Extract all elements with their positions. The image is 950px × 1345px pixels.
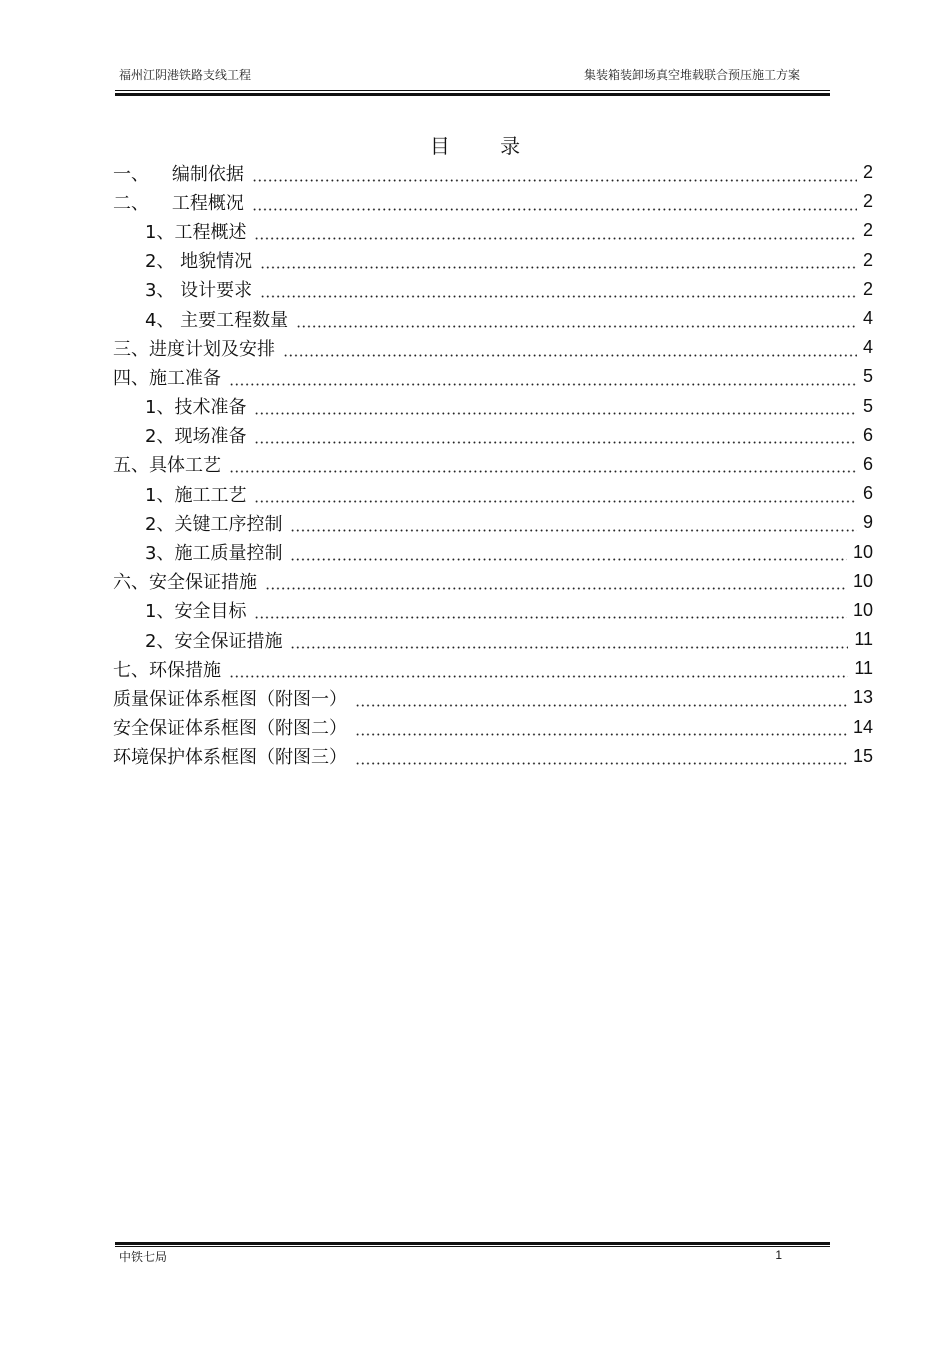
toc-entry-label: 2、关键工序控制 — [145, 513, 283, 535]
toc-entry-page: 2 — [862, 249, 873, 270]
toc-dot-leader — [265, 572, 847, 590]
toc-dot-leader — [260, 251, 857, 269]
toc-entry-label: 环境保护体系框图（附图三） — [113, 747, 347, 769]
toc-entry[interactable] — [113, 216, 873, 245]
toc-dot-leader — [283, 339, 857, 357]
footer-company: 中铁七局 — [119, 1250, 168, 1264]
toc-entry-label: 四、施工准备 — [113, 367, 221, 389]
toc-dot-leader — [229, 660, 848, 678]
toc-entry[interactable] — [113, 508, 873, 537]
toc-entry-label: 1、安全目标 — [145, 601, 247, 623]
toc-entry[interactable] — [113, 304, 873, 333]
toc-entry-label: 3、 设计要求 — [145, 280, 253, 302]
toc-entry[interactable] — [113, 246, 873, 275]
toc-entry-page: 10 — [852, 541, 873, 562]
toc-entry-label: 安全保证体系框图（附图二） — [113, 718, 347, 740]
toc-entry-page: 2 — [862, 220, 873, 241]
toc-entry-page: 13 — [852, 687, 873, 708]
toc-dot-leader — [290, 514, 857, 532]
toc-dot-leader — [355, 747, 847, 765]
toc-entry-label: 七、环保措施 — [113, 659, 221, 681]
toc-entry[interactable] — [113, 537, 873, 566]
header-document-title: 集装箱装卸场真空堆载联合预压施工方案 — [583, 68, 800, 82]
toc-dot-leader — [254, 397, 857, 415]
toc-entry-page: 10 — [852, 599, 873, 620]
toc-entry[interactable] — [113, 596, 873, 625]
page-header — [115, 66, 830, 96]
footer-rule-thin — [115, 1246, 830, 1247]
toc-entry-page: 6 — [862, 424, 873, 445]
toc-entry-label: 1、技术准备 — [145, 397, 247, 419]
toc-entry[interactable] — [113, 713, 873, 742]
toc-entry-page: 5 — [862, 395, 873, 416]
toc-entry-page: 4 — [862, 337, 873, 358]
toc-entry[interactable] — [113, 421, 873, 450]
toc-entry[interactable] — [113, 187, 873, 216]
toc-dot-leader — [229, 368, 857, 386]
header-project-name: 福州江阴港铁路支线工程 — [119, 68, 252, 82]
toc-dot-leader — [254, 222, 857, 240]
toc-entry[interactable] — [113, 275, 873, 304]
toc-entry-page: 14 — [852, 716, 873, 737]
toc-dot-leader — [355, 689, 847, 707]
page-number: 1 — [775, 1248, 782, 1262]
toc-title: 目 录 — [429, 134, 543, 158]
toc-entry-label: 3、施工质量控制 — [145, 543, 283, 565]
toc-entry[interactable] — [113, 742, 873, 771]
toc-entry-page: 4 — [862, 308, 873, 329]
toc-entry-label: 五、具体工艺 — [113, 455, 221, 477]
toc-entry[interactable] — [113, 625, 873, 654]
toc-entry-label: 4、 主要工程数量 — [145, 309, 289, 331]
toc-dot-leader — [252, 193, 857, 211]
toc-entry-page: 5 — [862, 366, 873, 387]
toc-entry[interactable] — [113, 362, 873, 391]
toc-entry[interactable] — [113, 654, 873, 683]
toc-entry[interactable] — [113, 333, 873, 362]
toc-dot-leader — [254, 485, 857, 503]
toc-dot-leader — [229, 455, 857, 473]
toc-entry[interactable] — [113, 158, 873, 187]
toc-entry-label: 2、 地貌情况 — [145, 251, 253, 273]
toc-dot-leader — [254, 426, 857, 444]
toc-entry-page: 6 — [862, 483, 873, 504]
table-of-contents — [113, 158, 873, 771]
toc-entry[interactable] — [113, 392, 873, 421]
toc-entry-label: 2、安全保证措施 — [145, 630, 283, 652]
toc-entry-label: 二、 工程概况 — [113, 192, 244, 214]
toc-dot-leader — [355, 718, 847, 736]
toc-entry-page: 15 — [852, 745, 873, 766]
toc-entry-label: 1、工程概述 — [145, 221, 247, 243]
toc-dot-leader — [252, 164, 857, 182]
toc-entry-page: 11 — [854, 658, 873, 679]
toc-entry-label: 1、施工工艺 — [145, 484, 247, 506]
toc-entry[interactable] — [113, 450, 873, 479]
toc-entry-page: 6 — [862, 453, 873, 474]
toc-entry-page: 9 — [862, 512, 873, 533]
toc-entry-label: 三、进度计划及安排 — [113, 338, 275, 360]
toc-entry-page: 2 — [862, 191, 873, 212]
toc-dot-leader — [260, 280, 857, 298]
toc-dot-leader — [290, 543, 847, 561]
toc-entry[interactable] — [113, 683, 873, 712]
header-rule-thin — [115, 90, 830, 91]
toc-dot-leader — [290, 631, 848, 649]
toc-entry-page: 2 — [862, 278, 873, 299]
toc-entry-page: 2 — [862, 162, 873, 183]
toc-entry[interactable] — [113, 567, 873, 596]
toc-entry-label: 质量保证体系框图（附图一） — [113, 688, 347, 710]
toc-dot-leader — [296, 310, 857, 328]
header-rule-thick — [115, 93, 830, 96]
toc-entry-page: 11 — [854, 629, 873, 650]
toc-entry-label: 六、安全保证措施 — [113, 572, 257, 594]
toc-entry[interactable] — [113, 479, 873, 508]
toc-entry-label: 2、现场准备 — [145, 426, 247, 448]
toc-entry-label: 一、 编制依据 — [113, 163, 244, 185]
toc-entry-page: 10 — [852, 570, 873, 591]
toc-dot-leader — [254, 601, 847, 619]
footer-rule-thick — [115, 1242, 830, 1245]
